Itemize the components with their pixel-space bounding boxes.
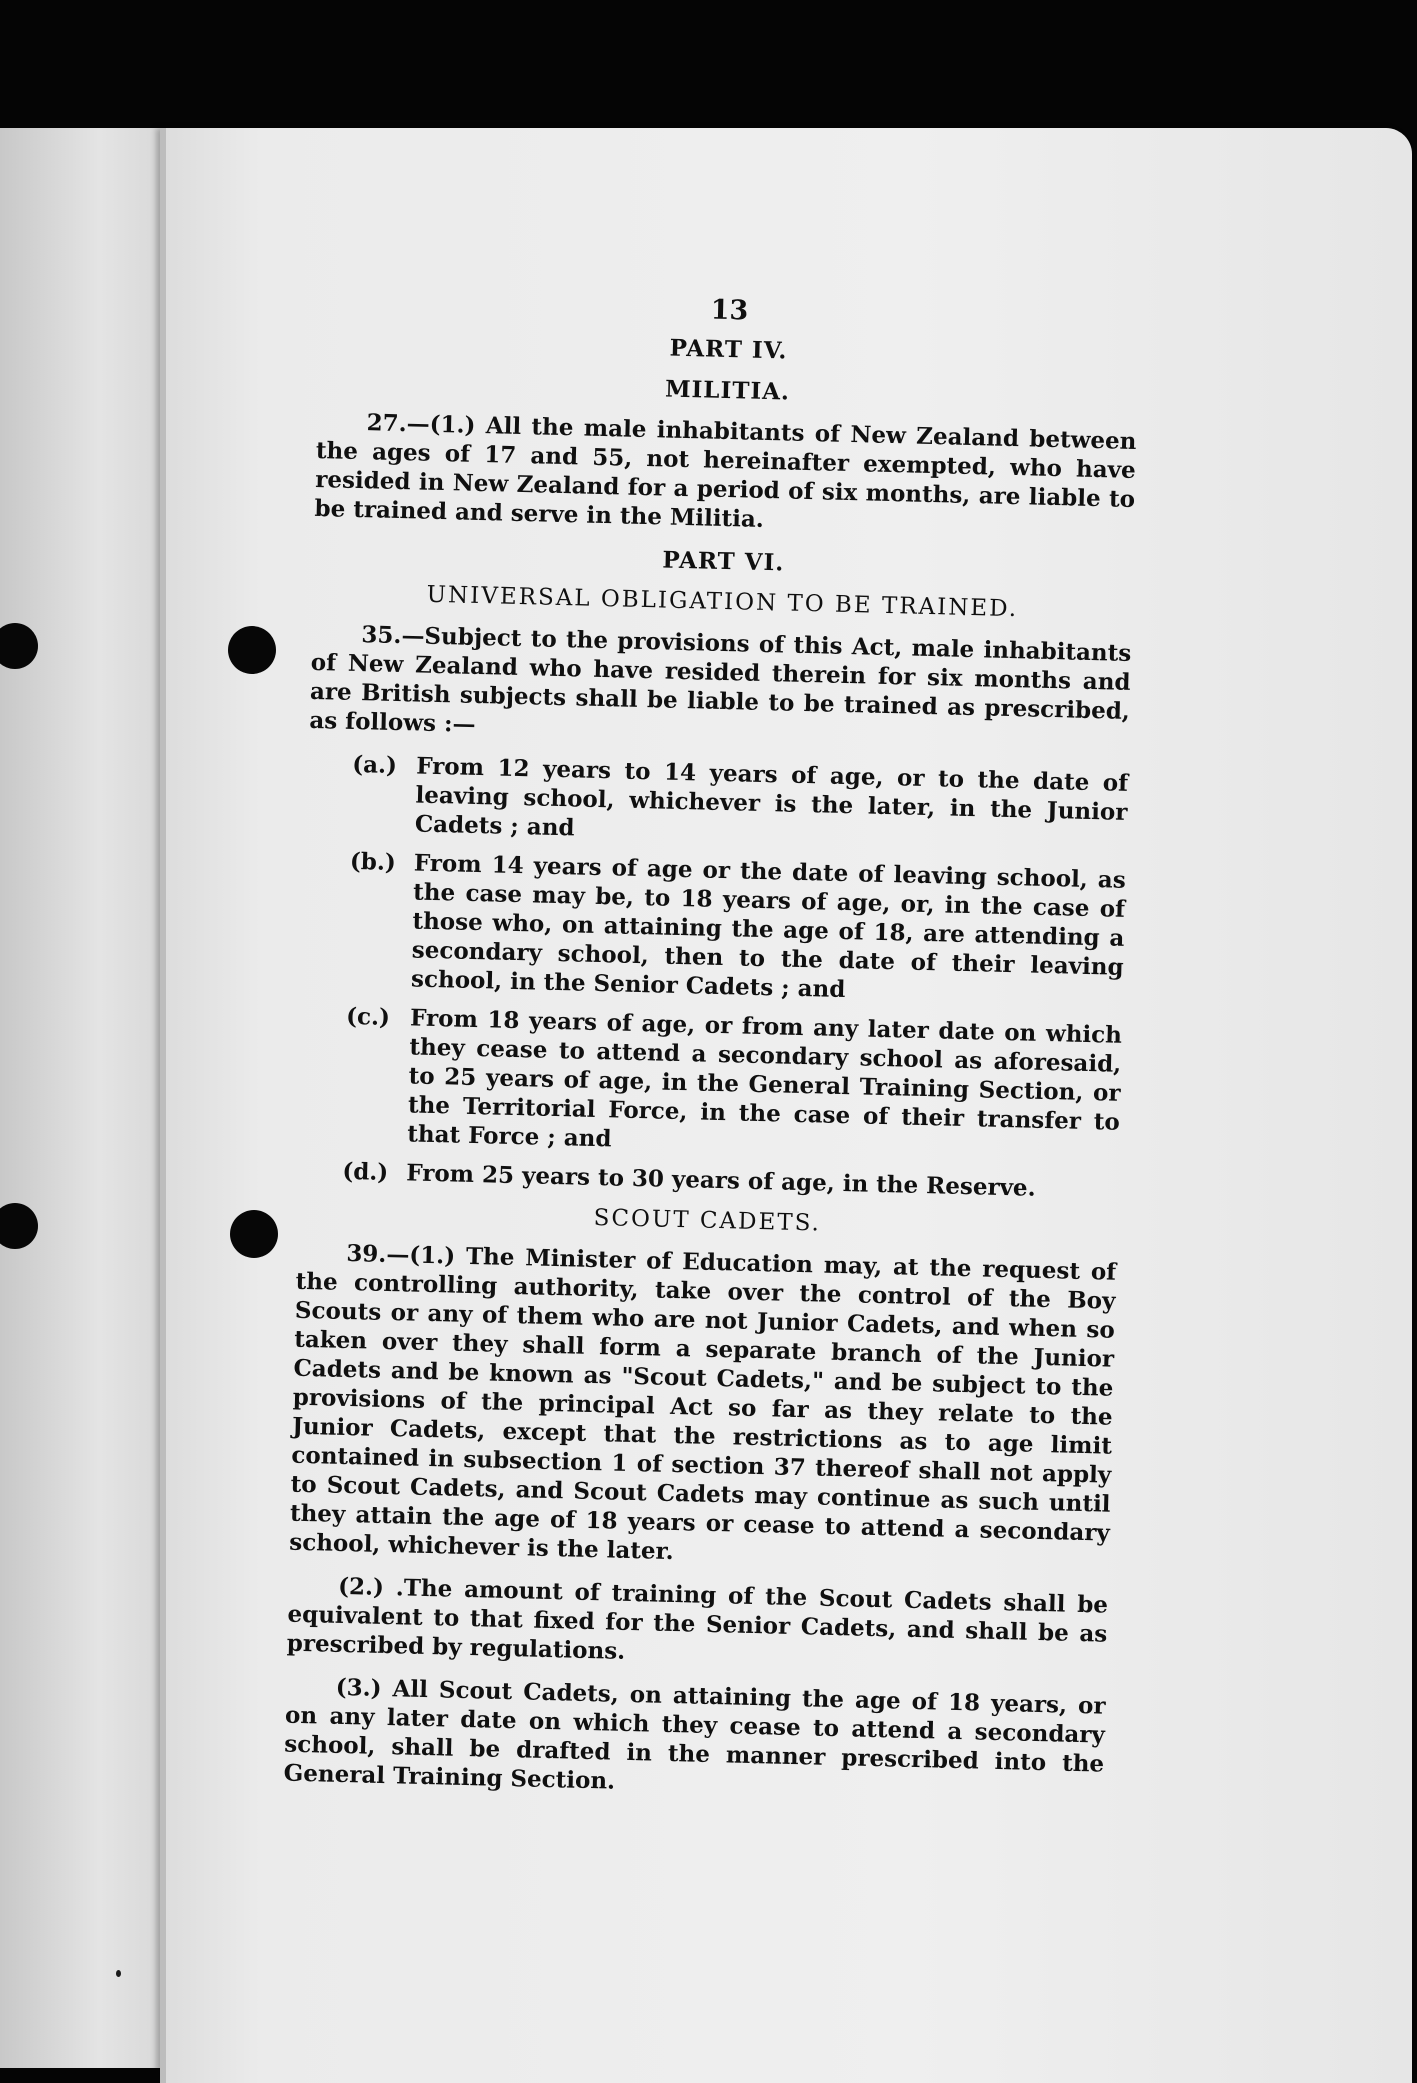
scout-cadets-heading: SCOUT CADETS. — [593, 1204, 822, 1237]
section-39-2-paragraph: (2.) .The amount of training of the Scout Cadets shall be equivalent to that fixed for the Senior Cadets, and shall be as prescribed by regulations. — [286, 1572, 1109, 1665]
item-marker: (d.) — [342, 1157, 389, 1186]
item-marker: (a.) — [351, 750, 398, 780]
document-page — [160, 128, 1412, 2083]
punch-hole — [0, 623, 38, 669]
item-marker: (c.) — [345, 1002, 391, 1031]
item-text: From 18 years of age, or from any later date on which they cease to attend a secondary school as aforesaid, to 25 years of age, in the General Training Section, or the Territorial Force, in the case of their transfer to that Force ; and — [406, 1004, 1123, 1153]
item-text: From 14 years of age or the date of leaving school, as the case may be, to 18 years of age, or, in the case of those who, on attaining the age of 18, are attending a secondary school, then to the date of their leaving school, in the Senior Cadets ; and — [410, 849, 1127, 1004]
list-item — [303, 846, 1126, 1011]
universal-obligation-heading: UNIVERSAL OBLIGATION TO BE TRAINED. — [426, 581, 1019, 623]
item-marker: (b.) — [349, 847, 397, 877]
part-vi-heading: PART VI. — [662, 546, 785, 577]
item-text: From 25 years to 30 years of age, in the Reserve. — [406, 1159, 1036, 1202]
militia-heading: MILITIA. — [664, 375, 791, 406]
previous-page-edge — [0, 128, 165, 2068]
page-binding-edge — [160, 128, 166, 2083]
page-content — [283, 286, 1140, 1822]
list-item — [298, 1156, 1118, 1205]
punch-hole — [228, 626, 276, 674]
part-iv-heading: PART IV. — [669, 334, 788, 365]
ink-speck — [116, 1970, 121, 1977]
punch-hole — [230, 1210, 278, 1258]
section-35-items — [298, 749, 1128, 1205]
punch-hole — [0, 1203, 38, 1249]
section-39-3-paragraph: (3.) All Scout Cadets, on attaining the age of 18 years, or on any later date on which they cease to attend a secondary school, shall be drafted in the manner prescribed into the General Training Section. — [283, 1673, 1106, 1795]
section-35-paragraph: 35.—Subject to the provisions of this Act, male inhabitants of New Zealand who have resided therein for six months and are British subjects shall be liable to be trained as prescribed, as follows :— — [309, 621, 1132, 738]
section-27-paragraph: 27.—(1.) All the male inhabitants of New Zealand between the ages of 17 and 55, not hereinafter exempted, who have resided in New Zealand for a period of six months, are liable to be trained and serve in the Militia. — [314, 409, 1137, 533]
section-39-1-paragraph: 39.—(1.) The Minister of Education may, at the request of the controlling authority, take over the control of the Boy Scouts or any of them who are not Junior Cadets, and when so taken over they shall form a separate branch of the Junior Cadets and be known as "Scout Cadets," and be subject to the provisions of the principal Act so far as they relate to the Junior Cadets, except that the restrictions as to age limit contained in subsection 1 of section 37 thereof shall not apply to Scout Cadets, and Scout Cadets may continue as such until they attain the age of 18 years or cease to attend a secondary school, whichever is the later. — [288, 1239, 1117, 1566]
page-number: 13 — [710, 294, 749, 327]
list-item — [307, 749, 1129, 856]
item-text: From 12 years to 14 years of age, or to the date of leaving school, whichever is the later, in the Junior Cadets ; and — [414, 752, 1129, 842]
list-item — [299, 1001, 1122, 1166]
